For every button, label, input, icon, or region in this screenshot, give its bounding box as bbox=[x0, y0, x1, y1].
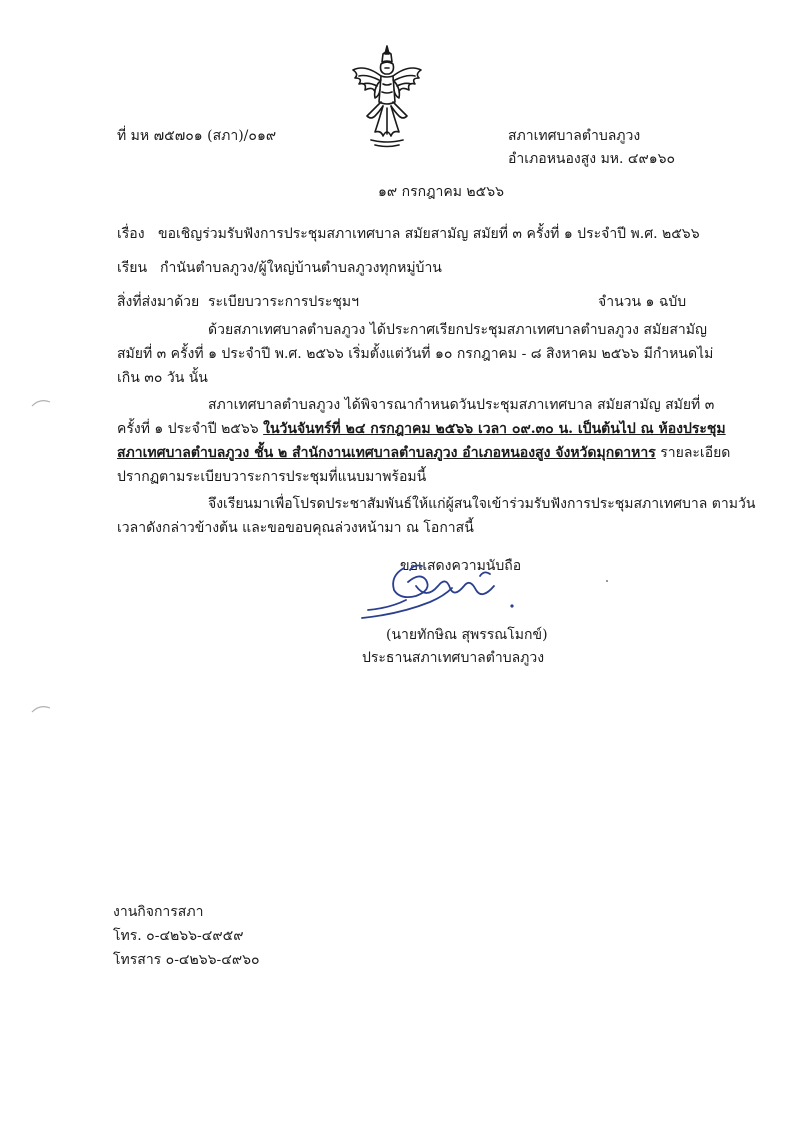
organization-address: อำเภอหนองสูง มห. ๔๙๑๖๐ bbox=[508, 151, 676, 167]
closing-regards: ขอแสดงความนับถือ bbox=[400, 558, 522, 574]
enclosure-label: สิ่งที่ส่งมาด้วย bbox=[117, 294, 200, 310]
scan-artifact-mark bbox=[30, 702, 52, 714]
paragraph-2-details-text: รายละเอียด bbox=[655, 445, 731, 461]
body-paragraph-3-line-1: จึงเรียนมาเพื่อโปรดประชาสัมพันธ์ให้แก่ผู้สนใจเข้าร่วมรับฟังการประชุมสภาเทศบาล ตามวัน bbox=[208, 496, 756, 512]
meeting-datetime-highlight: ในวันจันทร์ที่ ๒๔ กรกฎาคม ๒๕๖๖ เวลา ๐๙.๓๐ น. เป็นต้นไป ณ ห้องประชุม bbox=[263, 421, 726, 437]
reference-number: ที่ มห ๗๕๗๐๑ (สภา)/๐๑๙ bbox=[117, 128, 277, 144]
body-paragraph-2-line-1: สภาเทศบาลตำบลภูวง ได้พิจารณากำหนดวันประชุมสภาเทศบาล สมัยสามัญ สมัยที่ ๓ bbox=[208, 397, 715, 413]
recipient-text: กำนันตำบลภูวง/ผู้ใหญ่บ้านตำบลภูวงทุกหมู่บ้าน bbox=[160, 260, 442, 276]
handwritten-signature bbox=[360, 556, 530, 631]
footer-fax: โทรสาร ๐-๔๒๖๖-๔๙๖๐ bbox=[113, 952, 260, 968]
body-paragraph-2-line-2 bbox=[117, 417, 726, 441]
footer-telephone: โทร. ๐-๔๒๖๖-๔๙๕๙ bbox=[113, 928, 244, 944]
subject-label: เรื่อง bbox=[117, 226, 145, 242]
body-paragraph-2-line-3 bbox=[117, 441, 730, 465]
body-paragraph-1-line-3: เกิน ๓๐ วัน นั้น bbox=[117, 370, 208, 386]
organization-name: สภาเทศบาลตำบลภูวง bbox=[508, 128, 641, 144]
enclosure-count: จำนวน ๑ ฉบับ bbox=[598, 294, 687, 310]
footer-department: งานกิจการสภา bbox=[113, 904, 204, 920]
paragraph-2-plain-text: ครั้งที่ ๑ ประจำปี ๒๕๖๖ bbox=[117, 421, 264, 437]
enclosure-text: ระเบียบวาระการประชุมฯ bbox=[208, 294, 359, 310]
body-paragraph-2-line-4: ปรากฏตามระเบียบวาระการประชุมที่แนบมาพร้อมนี้ bbox=[117, 469, 427, 485]
meeting-venue-highlight: สภาเทศบาลตำบลภูวง ชั้น ๒ สำนักงานเทศบาลตำบลภูวง อำเภอหนองสูง จังหวัดมุกดาหาร bbox=[117, 445, 656, 461]
body-paragraph-1-line-1: ด้วยสภาเทศบาลตำบลภูวง ได้ประกาศเรียกประชุมสภาเทศบาลตำบลภูวง สมัยสามัญ bbox=[208, 322, 707, 338]
recipient-label: เรียน bbox=[117, 260, 148, 276]
scan-artifact-dot bbox=[606, 580, 608, 582]
document-date: ๑๙ กรกฎาคม ๒๕๖๖ bbox=[378, 184, 504, 200]
subject-text: ขอเชิญร่วมรับฟังการประชุมสภาเทศบาล สมัยสามัญ สมัยที่ ๓ ครั้งที่ ๑ ประจำปี พ.ศ. ๒๕๖๖ bbox=[158, 226, 700, 242]
signatory-position: ประธานสภาเทศบาลตำบลภูวง bbox=[362, 650, 545, 666]
body-paragraph-1-line-2: สมัยที่ ๓ ครั้งที่ ๑ ประจำปี พ.ศ. ๒๕๖๖ เริ่มตั้งแต่วันที่ ๑๐ กรกฎาคม - ๘ สิงหาคม ๒๕๖๖ มีกำหนดไม่ bbox=[117, 346, 714, 362]
scan-artifact-mark bbox=[30, 396, 52, 408]
garuda-emblem-icon bbox=[345, 44, 429, 152]
signatory-name: (นายทักษิณ สุพรรณโมกข์) bbox=[386, 627, 548, 643]
body-paragraph-3-line-2: เวลาดังกล่าวข้างต้น และขอขอบคุณล่วงหน้ามา ณ โอกาสนี้ bbox=[117, 520, 474, 536]
